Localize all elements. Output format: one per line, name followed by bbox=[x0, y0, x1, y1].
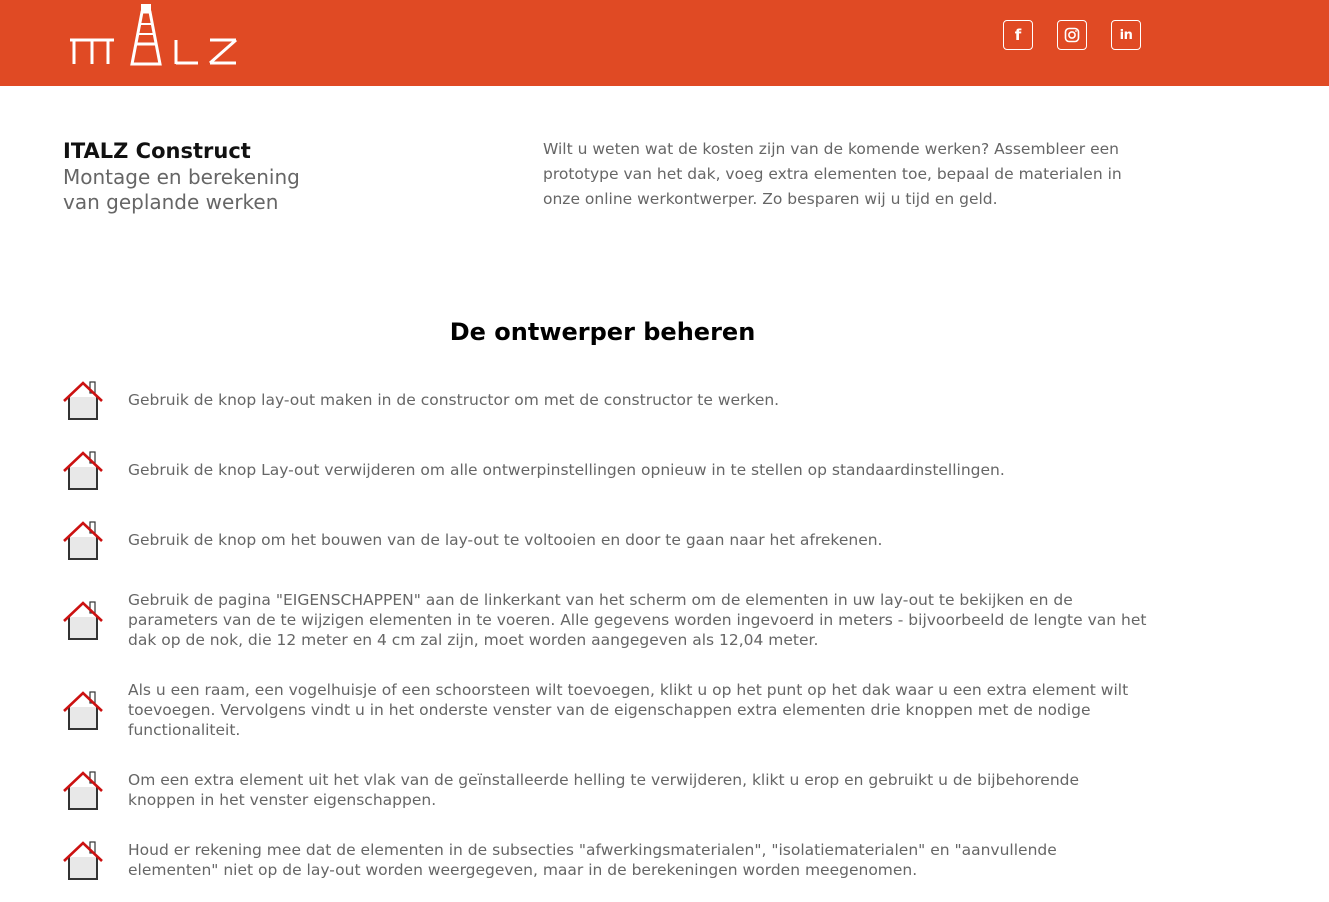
list-item-text: Om een extra element uit het vlak van de geïnstalleerde helling te verwijderen, klikt u erop en gebruikt u de bijbehorende knoppen in het venster eigenschappen. bbox=[128, 771, 1080, 809]
brand-block bbox=[63, 138, 443, 215]
facebook-button[interactable] bbox=[1003, 20, 1033, 50]
list-item-text: Houd er rekening mee dat de elementen in de subsecties "afwerkingsmaterialen", "isolatiematerialen" en "aanvullende elementen" niet op de lay-out worden weergegeven, maar in de berekeningen worden meegenomen. bbox=[128, 841, 1057, 879]
list-item-text: Gebruik de knop om het bouwen van de lay-out te voltooien en door te gaan naar het afrekenen. bbox=[128, 531, 883, 549]
brand-title: ITALZ Construct bbox=[63, 139, 251, 163]
list-item-text: Gebruik de pagina "EIGENSCHAPPEN" aan de linkerkant van het scherm om de elementen in uw lay-out te bekijken en de parameters van de te wijzigen elementen in te voeren. Alle gegevens worden ingevoerd in meters - bijvoorbeeld de lengte van het dak op de nok, die 12 meter en 4 cm zal zijn, moet worden aangegeven als 12,04 meter. bbox=[128, 591, 1147, 649]
house-icon bbox=[63, 840, 103, 880]
house-icon bbox=[63, 600, 103, 640]
section-title: De ontwerper beheren bbox=[449, 318, 756, 346]
intro-text: Wilt u weten wat de kosten zijn van de komende werken? Assembleer een prototype van het dak, voeg extra elementen toe, bepaal de materialen in onze online werkontwerper. Zo besparen wij u tijd en geld. bbox=[543, 140, 1122, 208]
house-icon bbox=[63, 690, 103, 730]
house-icon bbox=[63, 770, 103, 810]
brand-subtitle: Montage en berekening van geplande werken bbox=[63, 165, 300, 214]
linkedin-button[interactable] bbox=[1111, 20, 1141, 50]
site-header bbox=[0, 0, 1329, 86]
house-icon bbox=[63, 450, 103, 490]
list-item-text: Als u een raam, een vogelhuisje of een schoorsteen wilt toevoegen, klikt u op het punt op het dak waar u een extra element wilt toevoegen. Vervolgens vindt u in het onderste venster van de eigenschappen extra elementen drie knoppen met de nodige functionaliteit. bbox=[128, 681, 1129, 739]
list-item-text: Gebruik de knop Lay-out verwijderen om alle ontwerpinstellingen opnieuw in te stellen op standaardinstellingen. bbox=[128, 461, 1005, 479]
facebook-icon: f bbox=[1014, 25, 1022, 44]
list-item-text: Gebruik de knop lay-out maken in de constructor om met de constructor te werken. bbox=[128, 391, 780, 409]
house-icon bbox=[63, 380, 103, 420]
instagram-icon bbox=[1064, 27, 1080, 43]
instagram-button[interactable] bbox=[1057, 20, 1087, 50]
linkedin-icon: in bbox=[1119, 27, 1133, 43]
italz-logo[interactable] bbox=[70, 2, 240, 68]
house-icon bbox=[63, 520, 103, 560]
